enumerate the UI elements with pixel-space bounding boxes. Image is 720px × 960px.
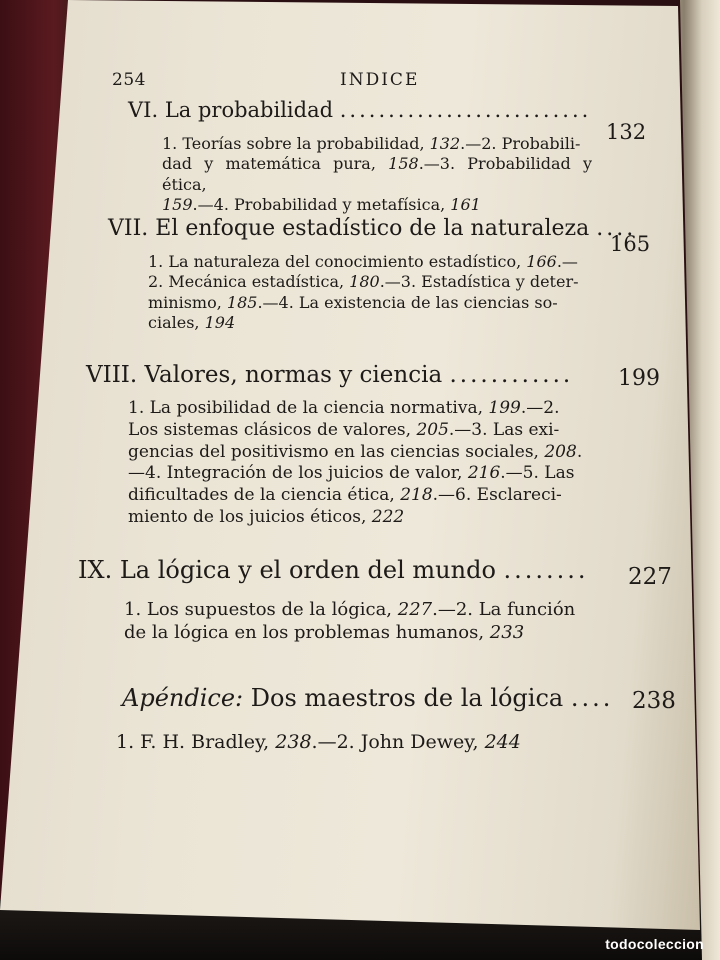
section-line: 1. F. H. Bradley, 238.—2. John Dewey, 244 — [116, 731, 521, 753]
section-line: gencias del positivismo en las ciencias sociales, 208. — [128, 441, 583, 462]
chapter-page: 227 — [628, 564, 672, 590]
leader-dots: ............ — [449, 362, 574, 388]
section-line: 159.—4. Probabilidad y metafísica, 161 — [162, 195, 481, 215]
watermark-logo: todocoleccion — [605, 936, 704, 952]
section-line: 1. Teorías sobre la probabilidad, 132.—2. Probabili- — [162, 134, 581, 153]
chapter-heading — [108, 216, 636, 241]
section-line: de la lógica en los problemas humanos, 233 — [124, 622, 525, 644]
section-line: Los sistemas clásicos de valores, 205.—3. Las exi- — [128, 419, 560, 440]
chapter-page: 199 — [618, 366, 660, 391]
appendix-heading — [122, 684, 613, 712]
appendix-title: Dos maestros de la lógica — [250, 684, 564, 712]
chapter-sections — [128, 398, 594, 529]
chapter-page: 132 — [606, 120, 647, 144]
section-line: —4. Integración de los juicios de valor, 216.—5. Las — [128, 463, 575, 484]
section-line: 1. La naturaleza del conocimiento estadístico, 166.— — [148, 252, 578, 271]
appendix-sections — [116, 730, 596, 754]
chapter-heading — [86, 362, 573, 388]
appendix-label: Apéndice: — [122, 684, 244, 712]
page-title: INDICE — [340, 70, 420, 90]
section-line: 2. Mecánica estadística, 180.—3. Estadística y deter- — [148, 272, 579, 292]
chapter-page: 165 — [610, 232, 651, 256]
chapter-title: La lógica y el orden del mundo — [119, 556, 496, 584]
section-line: dad y matemática pura, 158.—3. Probabilidad y ética, — [162, 154, 592, 194]
page-number: 254 — [112, 70, 146, 90]
chapter-numeral: VI. — [128, 98, 159, 122]
leader-dots: .......................... — [339, 98, 592, 122]
chapter-title: El enfoque estadístico de la naturaleza — [155, 216, 590, 241]
chapter-title: Valores, normas y ciencia — [144, 362, 443, 388]
chapter-sections — [148, 252, 592, 334]
leader-dots: .... — [570, 684, 614, 712]
leader-dots: .... — [596, 216, 637, 241]
chapter-sections — [124, 598, 604, 644]
chapter-numeral: VIII. — [86, 362, 138, 388]
section-line: 1. La posibilidad de la ciencia normativa, 199.—2. — [128, 398, 560, 418]
section-line: minismo, 185.—4. La existencia de las ciencias so- — [148, 292, 558, 312]
chapter-numeral: IX. — [78, 556, 113, 584]
chapter-title: La probabilidad — [164, 98, 334, 122]
chapter-sections — [162, 134, 592, 216]
appendix-page: 238 — [632, 688, 676, 714]
chapter-numeral: VII. — [108, 216, 149, 241]
section-line: dificultades de la ciencia ética, 218.—6. Esclareci- — [128, 485, 562, 505]
chapter-heading — [78, 556, 589, 584]
section-line: miento de los juicios éticos, 222 — [128, 506, 405, 527]
leader-dots: ........ — [503, 556, 589, 584]
chapter-heading — [128, 98, 591, 122]
section-line: 1. Los supuestos de la lógica, 227.—2. La función — [124, 599, 576, 620]
section-line: ciales, 194 — [148, 313, 236, 333]
